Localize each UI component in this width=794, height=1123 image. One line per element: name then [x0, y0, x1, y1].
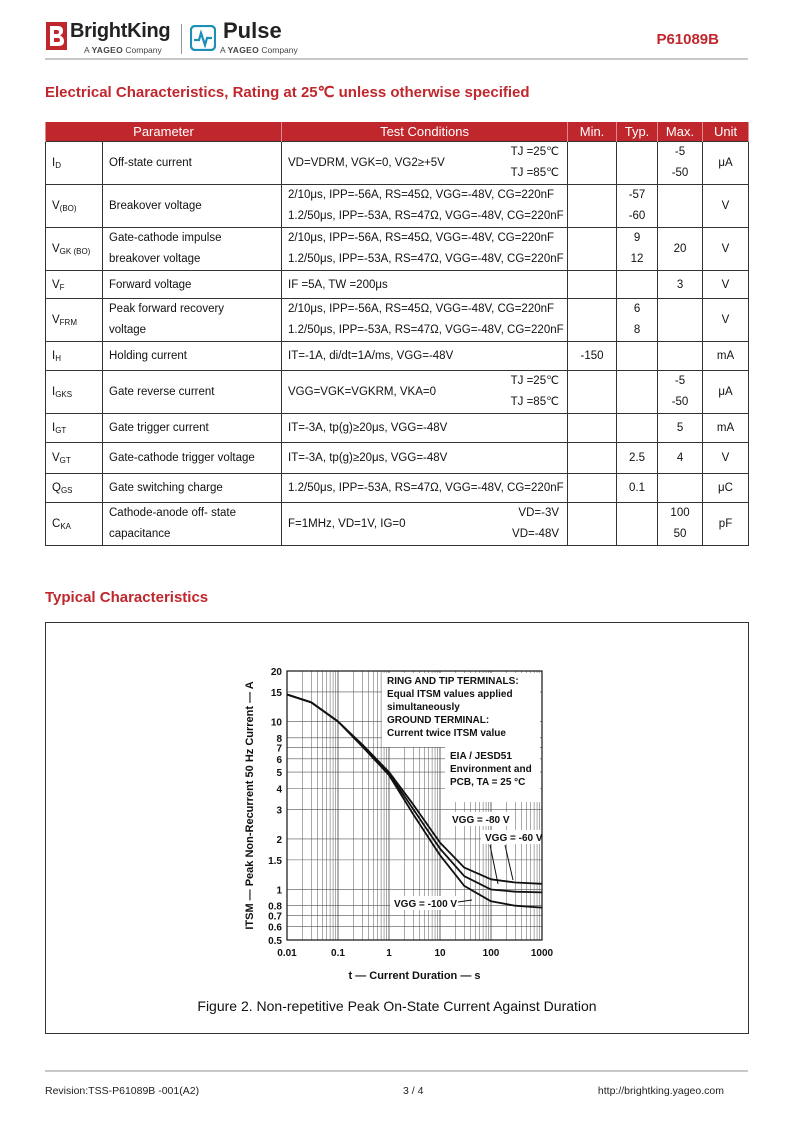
- x-tick-label: 10: [434, 948, 446, 959]
- symbol-cell: [46, 299, 103, 342]
- cell-line: -50: [671, 167, 689, 179]
- symbol-main: I: [52, 386, 56, 398]
- symbol-main: V: [52, 278, 60, 291]
- condition-temperature: TJ =85℃: [510, 396, 560, 408]
- cell-line: -60: [628, 210, 646, 222]
- y-tick-label: 8: [276, 733, 282, 745]
- pulse-logo-subtitle: A YAGEO Company: [220, 45, 298, 55]
- header-max: Max.: [658, 122, 703, 142]
- table-row: [46, 443, 749, 474]
- parameter-cell: [103, 271, 282, 299]
- y-tick-label: 10: [270, 717, 282, 729]
- table-row: [46, 342, 749, 371]
- condition-cell: [282, 503, 568, 546]
- itsm-chart: [240, 662, 555, 985]
- cell-line: Gate-cathode trigger voltage: [109, 452, 255, 464]
- header-unit: Unit: [703, 122, 749, 142]
- symbol-subscript: H: [55, 354, 61, 363]
- chart-annotation: Environment and: [450, 764, 532, 775]
- table-row: [46, 142, 749, 185]
- table-row: [46, 371, 749, 414]
- max-cell: [658, 414, 703, 443]
- symbol-subscript: GKS: [55, 390, 73, 399]
- chart-annotation: EIA / JESD51: [450, 751, 512, 762]
- symbol-subscript: D: [55, 161, 61, 170]
- min-cell: [568, 185, 617, 228]
- footer-divider: [45, 1070, 748, 1072]
- min-cell: [568, 228, 617, 271]
- parameter-cell: [103, 414, 282, 443]
- symbol-subscript: (BO): [59, 204, 77, 213]
- cell-line: 1.2/50μs, IPP=-53A, RS=47Ω, VGG=-48V, CG=220nF: [288, 253, 564, 265]
- cell-line: 1.2/50μs, IPP=-53A, RS=47Ω, VGG=-48V, CG=220nF: [288, 210, 564, 222]
- typ-cell: [617, 371, 658, 414]
- unit-cell: μA: [703, 371, 749, 414]
- symbol-main: I: [52, 157, 56, 169]
- cell-line: -50: [671, 396, 689, 408]
- parameter-cell: [103, 142, 282, 185]
- max-cell: [658, 142, 703, 185]
- condition-cell: [282, 185, 568, 228]
- cell-line: -5: [674, 375, 686, 387]
- condition-temperature: TJ =25℃: [510, 375, 560, 387]
- y-tick-label: 0.8: [268, 901, 282, 913]
- typ-cell: [617, 299, 658, 342]
- electrical-title: Electrical Characteristics, Rating at 25℃ unless otherwise specified: [45, 84, 530, 101]
- cell-line: Gate switching charge: [109, 482, 223, 494]
- unit-cell: μC: [703, 474, 749, 503]
- parameter-cell: [103, 371, 282, 414]
- brightking-logo-text: BrightKing: [70, 20, 171, 42]
- chart-annotation: PCB, TA = 25 °C: [450, 777, 526, 788]
- table-row: [46, 228, 749, 271]
- condition-temperature: TJ =25℃: [510, 146, 560, 158]
- cell-line: 50: [673, 528, 687, 540]
- condition-cell: [282, 271, 568, 299]
- condition-cell: [282, 142, 568, 185]
- cell-line: 2.5: [629, 452, 646, 464]
- x-tick-label: 100: [482, 948, 500, 959]
- y-tick-label: 2: [276, 834, 282, 846]
- chart-annotation: GROUND TERMINAL:: [387, 715, 490, 726]
- parameter-cell: [103, 342, 282, 371]
- min-cell: [568, 271, 617, 299]
- condition-cell: [282, 414, 568, 443]
- condition-cell: [282, 299, 568, 342]
- max-cell: [658, 185, 703, 228]
- brightking-logo-icon: [46, 22, 67, 50]
- symbol-main: C: [52, 518, 61, 530]
- chart-annotation: Current twice ITSM value: [387, 728, 506, 739]
- x-tick-label: 1: [386, 948, 392, 959]
- parameter-cell: [103, 299, 282, 342]
- chart-annotation: RING AND TIP TERMINALS:: [387, 676, 519, 687]
- chart-annotation: VGG = -60 V: [485, 833, 543, 844]
- cell-line: voltage: [109, 324, 147, 336]
- condition-cell: [282, 474, 568, 503]
- cell-line: 2/10μs, IPP=-56A, RS=45Ω, VGG=-48V, CG=220nF: [288, 232, 555, 244]
- condition-cell: [282, 228, 568, 271]
- min-cell: [568, 142, 617, 185]
- typ-cell: [617, 142, 658, 185]
- y-tick-label: 1.5: [268, 855, 282, 867]
- min-cell: [568, 371, 617, 414]
- cell-line: 6: [633, 303, 641, 315]
- unit-cell: μA: [703, 142, 749, 185]
- parameter-cell: [103, 474, 282, 503]
- condition-main: VD=VDRM, VGK=0, VG2≥+5V: [288, 157, 445, 169]
- y-tick-label: 7: [276, 743, 282, 755]
- typ-cell: [617, 342, 658, 371]
- cell-line: 8: [633, 324, 641, 336]
- cell-line: IT=-3A, tp(g)≥20μs, VGG=-48V: [288, 452, 448, 464]
- max-cell: [658, 228, 703, 271]
- typ-cell: [617, 503, 658, 546]
- cell-line: 100: [670, 507, 690, 519]
- symbol-subscript: GS: [60, 486, 73, 495]
- cell-line: Gate-cathode impulse: [109, 232, 222, 244]
- pulse-logo-text: Pulse: [223, 18, 282, 43]
- min-cell: [568, 342, 617, 371]
- chart-annotation: VGG = -80 V: [452, 815, 510, 826]
- condition-temperature: VD=-3V: [518, 507, 560, 519]
- cell-line: -150: [580, 350, 604, 362]
- symbol-subscript: GT: [59, 456, 71, 465]
- parameter-cell: [103, 185, 282, 228]
- cell-line: Forward voltage: [109, 278, 192, 291]
- min-cell: [568, 503, 617, 546]
- cell-line: 12: [630, 253, 644, 265]
- typ-cell: [617, 443, 658, 474]
- max-cell: [658, 371, 703, 414]
- cell-line: 0.1: [629, 482, 646, 494]
- condition-cell: [282, 443, 568, 474]
- y-axis-label: ITSM — Peak Non-Recurrent 50 Hz Current — A: [244, 681, 256, 930]
- cell-line: 1.2/50μs, IPP=-53A, RS=47Ω, VGG=-48V, CG=220nF: [288, 482, 564, 494]
- chart-annotation: simultaneously: [387, 702, 460, 713]
- symbol-main: Q: [52, 482, 61, 494]
- cell-line: -57: [628, 189, 646, 201]
- header-test-conditions: Test Conditions: [282, 122, 568, 142]
- header-typ: Typ.: [617, 122, 658, 142]
- unit-cell: mA: [703, 342, 749, 371]
- y-tick-label: 4: [276, 784, 282, 796]
- y-tick-label: 0.6: [268, 922, 282, 934]
- y-tick-label: 0.5: [268, 936, 282, 947]
- max-cell: [658, 299, 703, 342]
- min-cell: [568, 299, 617, 342]
- symbol-subscript: FRM: [59, 318, 77, 327]
- y-tick-label: 20: [270, 667, 282, 678]
- min-cell: [568, 443, 617, 474]
- typ-cell: [617, 414, 658, 443]
- unit-cell: V: [703, 185, 749, 228]
- parameter-cell: [103, 228, 282, 271]
- cell-line: 4: [676, 452, 684, 464]
- cell-line: IT=-3A, tp(g)≥20μs, VGG=-48V: [288, 422, 448, 434]
- symbol-cell: [46, 342, 103, 371]
- footer-revision: Revision:TSS-P61089B -001(A2): [45, 1085, 200, 1097]
- symbol-main: V: [52, 314, 60, 326]
- cell-line: Holding current: [109, 350, 187, 362]
- max-cell: [658, 443, 703, 474]
- max-cell: [658, 474, 703, 503]
- header-parameter: Parameter: [46, 122, 282, 142]
- figure-caption: Figure 2. Non-repetitive Peak On-State Current Against Duration: [197, 998, 597, 1014]
- cell-line: 5: [676, 422, 684, 434]
- min-cell: [568, 474, 617, 503]
- symbol-cell: [46, 271, 103, 299]
- y-tick-label: 0.7: [268, 911, 282, 923]
- typ-cell: [617, 474, 658, 503]
- y-tick-label: 5: [276, 768, 282, 780]
- condition-main: VGG=VGK=VGKRM, VKA=0: [288, 386, 436, 398]
- table-row: [46, 503, 749, 546]
- x-axis-label: t — Current Duration — s: [348, 970, 481, 982]
- unit-cell: V: [703, 299, 749, 342]
- max-cell: [658, 342, 703, 371]
- brightking-logo-subtitle: A YAGEO Company: [84, 45, 162, 55]
- pulse-logo-icon: [190, 25, 216, 51]
- cell-line: Cathode-anode off- state: [109, 507, 237, 519]
- symbol-cell: [46, 142, 103, 185]
- table-header-row: [46, 122, 749, 142]
- y-tick-label: 3: [276, 805, 282, 817]
- condition-temperature: VD=-48V: [512, 528, 560, 540]
- x-tick-label: 0.01: [277, 948, 297, 959]
- symbol-cell: [46, 503, 103, 546]
- cell-line: Gate trigger current: [109, 422, 209, 434]
- unit-cell: V: [703, 271, 749, 299]
- unit-cell: V: [703, 228, 749, 271]
- min-cell: [568, 414, 617, 443]
- cell-line: 3: [676, 278, 684, 291]
- cell-line: Peak forward recovery: [109, 303, 225, 315]
- condition-temperature: TJ =85℃: [510, 167, 560, 179]
- symbol-cell: [46, 414, 103, 443]
- logo-divider: [181, 24, 182, 54]
- symbol-main: V: [52, 200, 60, 212]
- cell-line: -5: [674, 146, 686, 158]
- condition-cell: [282, 342, 568, 371]
- header-divider: [45, 58, 748, 60]
- cell-line: Off-state current: [109, 157, 192, 169]
- y-tick-label: 15: [270, 687, 282, 699]
- symbol-cell: [46, 474, 103, 503]
- cell-line: breakover voltage: [109, 253, 201, 265]
- condition-cell: [282, 371, 568, 414]
- max-cell: [658, 271, 703, 299]
- electrical-table: [45, 122, 749, 546]
- chart-annotation: Equal ITSM values applied: [387, 689, 513, 700]
- symbol-main: V: [52, 452, 60, 464]
- y-tick-label: 6: [276, 754, 282, 766]
- symbol-cell: [46, 185, 103, 228]
- symbol-main: I: [52, 350, 56, 362]
- table-row: [46, 271, 749, 299]
- cell-line: IF =5A, TW =200μs: [288, 278, 388, 291]
- cell-line: 2/10μs, IPP=-56A, RS=45Ω, VGG=-48V, CG=220nF: [288, 189, 555, 201]
- table-row: [46, 185, 749, 228]
- cell-line: 9: [633, 232, 641, 244]
- cell-line: IT=-1A, di/dt=1A/ms, VGG=-48V: [288, 350, 454, 362]
- cell-line: 1.2/50μs, IPP=-53A, RS=47Ω, VGG=-48V, CG=220nF: [288, 324, 564, 336]
- cell-line: 2/10μs, IPP=-56A, RS=45Ω, VGG=-48V, CG=220nF: [288, 303, 555, 315]
- typical-title: Typical Characteristics: [45, 589, 209, 606]
- x-tick-label: 1000: [530, 948, 554, 959]
- parameter-cell: [103, 443, 282, 474]
- symbol-cell: [46, 371, 103, 414]
- symbol-cell: [46, 228, 103, 271]
- symbol-subscript: F: [59, 282, 65, 292]
- x-tick-label: 0.1: [331, 948, 345, 959]
- condition-main: F=1MHz, VD=1V, IG=0: [288, 518, 406, 530]
- cell-line: Breakover voltage: [109, 200, 202, 212]
- unit-cell: mA: [703, 414, 749, 443]
- typ-cell: [617, 185, 658, 228]
- typ-cell: [617, 228, 658, 271]
- symbol-subscript: GT: [55, 426, 67, 435]
- typ-cell: [617, 271, 658, 299]
- symbol-main: I: [52, 422, 56, 434]
- chart-annotation: VGG = -100 V: [394, 899, 458, 910]
- unit-cell: V: [703, 443, 749, 474]
- parameter-cell: [103, 503, 282, 546]
- part-number: P61089B: [656, 31, 719, 48]
- table-row: [46, 414, 749, 443]
- max-cell: [658, 503, 703, 546]
- header-min: Min.: [568, 122, 617, 142]
- cell-line: capacitance: [109, 528, 171, 540]
- symbol-subscript: GK (BO): [59, 247, 91, 256]
- y-tick-label: 1: [276, 885, 282, 897]
- symbol-main: V: [52, 243, 60, 255]
- unit-cell: pF: [703, 503, 749, 546]
- cell-line: Gate reverse current: [109, 386, 215, 398]
- footer-url: http://brightking.yageo.com: [597, 1085, 724, 1097]
- symbol-subscript: KA: [60, 522, 71, 531]
- footer-page-number: 3 / 4: [403, 1085, 424, 1097]
- symbol-cell: [46, 443, 103, 474]
- table-row: [46, 299, 749, 342]
- cell-line: 20: [673, 242, 687, 255]
- table-row: [46, 474, 749, 503]
